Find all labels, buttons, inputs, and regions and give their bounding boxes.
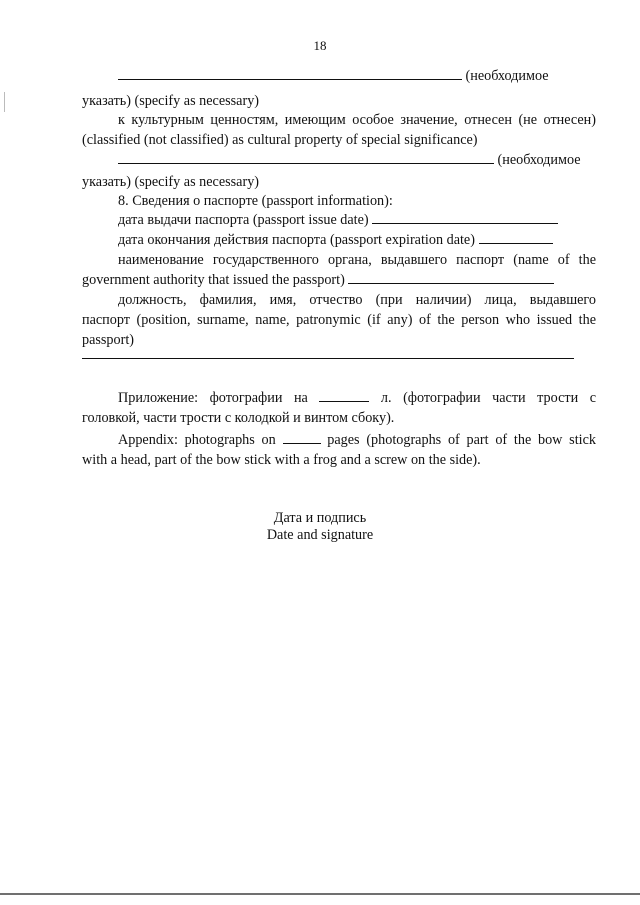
date-signature-ru: Дата и подпись (273, 510, 367, 526)
passport-expiration-date: дата окончания действия паспорта (passport expiration date) (118, 230, 596, 250)
date-signature-en: Date and signature (266, 527, 374, 543)
appendix-ru-line-2: головкой, части трости с колодкой и винтом сбоку). (82, 410, 395, 426)
line-12: должность, фамилия, имя, отчество (при наличии) лица, выдавшего (118, 292, 596, 308)
pages-count-blank[interactable] (283, 431, 321, 444)
passport-issue-date: дата выдачи паспорта (passport issue date) (118, 210, 596, 230)
line-6: указать) (specify as necessary) (82, 174, 260, 190)
appendix-ru-line-1: Приложение: фотографии на л. (фотографии части трости с (118, 390, 596, 406)
line-10: наименование государственного органа, выдавшего паспорт (name of the (118, 252, 596, 268)
authority-blank[interactable] (348, 271, 554, 284)
line-3: к культурным ценностям, имеющим особое значение, отнесен (не отнесен) (118, 112, 596, 128)
line-1: (необходимое (118, 66, 596, 86)
scan-edge-mark (4, 92, 5, 112)
sheets-count-blank[interactable] (319, 389, 369, 402)
line-4: (classified (not classified) as cultural property of special significance) (82, 132, 478, 148)
page-number: 18 (313, 38, 327, 53)
fill-blank[interactable] (118, 151, 494, 164)
section-8-heading: 8. Сведения о паспорте (passport information): (118, 193, 393, 209)
line-2: указать) (specify as necessary) (82, 93, 260, 109)
issue-date-blank[interactable] (372, 211, 558, 224)
line-11: government authority that issued the passport) (82, 270, 596, 290)
expiration-date-blank[interactable] (479, 231, 553, 244)
appendix-en-line-1: Appendix: photographs on pages (photographs of part of the bow stick (118, 432, 596, 448)
line-14: passport) (82, 332, 135, 348)
line-13: паспорт (position, surname, name, patronymic (if any) of the person who issued the (82, 312, 596, 328)
scan-edge-bottom (0, 893, 640, 895)
line-15 (82, 345, 596, 365)
line-5: (необходимое (118, 150, 596, 170)
issuer-blank[interactable] (82, 346, 574, 359)
appendix-en-line-2: with a head, part of the bow stick with a frog and a screw on the side). (82, 452, 481, 468)
fill-blank[interactable] (118, 67, 462, 80)
